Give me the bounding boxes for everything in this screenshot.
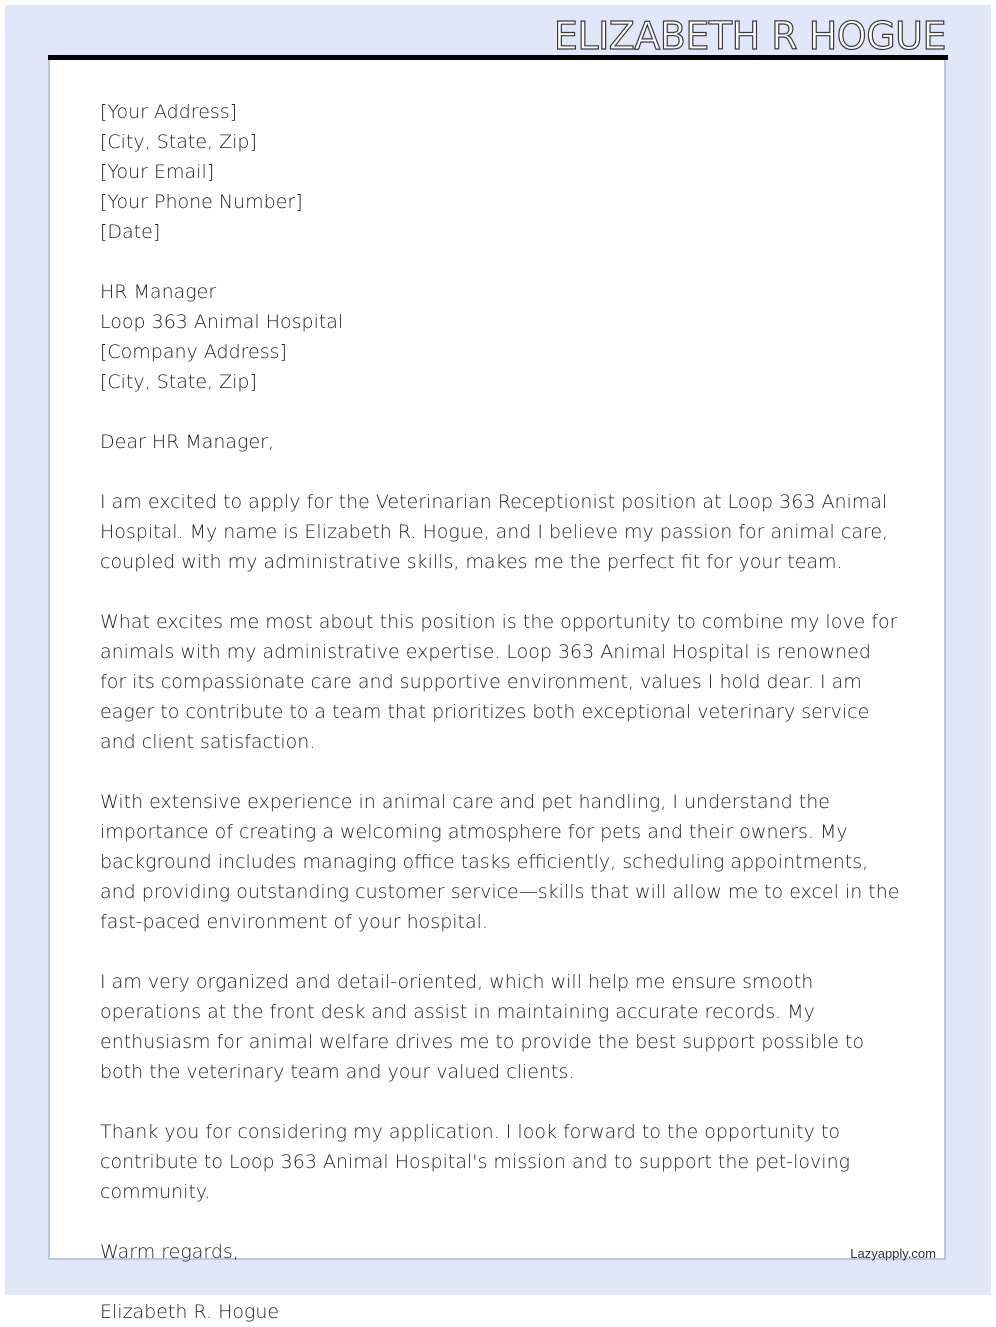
body-paragraph-1: I am excited to apply for the Veterinarian Receptionist position at Loop 363 Animal Hospital. My name is Elizabeth R. Hogue, and I believe my passion for animal care, coupled with my administrative skills, makes me the perfect fit for your team. bbox=[100, 491, 889, 573]
closing: Warm regards, bbox=[100, 1241, 239, 1263]
sender-email: [Your Email] bbox=[100, 161, 215, 183]
cover-letter-body bbox=[100, 97, 900, 1327]
recipient-company: Loop 363 Animal Hospital bbox=[100, 311, 344, 333]
recipient-title: HR Manager bbox=[100, 281, 217, 303]
body-paragraph-3: With extensive experience in animal care and pet handling, I understand the importance of creating a welcoming atmosphere for pets and their owners. My background includes managing office tasks efficiently, scheduling appointments, and providing outstanding customer service—skills that will allow me to excel in the fast-paced environment of your hospital. bbox=[100, 791, 900, 933]
sender-address: [Your Address] bbox=[100, 101, 238, 123]
signature: Elizabeth R. Hogue bbox=[100, 1301, 280, 1323]
applicant-name-header: ELIZABETH R HOGUE bbox=[553, 14, 946, 58]
recipient-block bbox=[100, 277, 900, 397]
watermark-link[interactable]: Lazyapply.com bbox=[850, 1246, 936, 1261]
salutation: Dear HR Manager, bbox=[100, 431, 275, 453]
sender-block bbox=[100, 97, 900, 247]
letter-date: [Date] bbox=[100, 221, 161, 243]
sender-city-state-zip: [City, State, Zip] bbox=[100, 131, 257, 153]
body-paragraph-5: Thank you for considering my application. I look forward to the opportunity to contribute to Loop 363 Animal Hospital's mission and to support the pet-loving community. bbox=[100, 1121, 851, 1203]
recipient-address: [Company Address] bbox=[100, 341, 287, 363]
body-paragraph-2: What excites me most about this position is the opportunity to combine my love for animals with my administrative expertise. Loop 363 Animal Hospital is renowned for its compassionate care and supportive environment, values I hold dear. I am eager to contribute to a team that prioritizes both exceptional veterinary service and client satisfaction. bbox=[100, 611, 898, 753]
body-paragraph-4: I am very organized and detail-oriented, which will help me ensure smooth operations at the front desk and assist in maintaining accurate records. My enthusiasm for animal welfare drives me to provide the best support possible to both the veterinary team and your valued clients. bbox=[100, 971, 865, 1083]
sender-phone: [Your Phone Number] bbox=[100, 191, 303, 213]
recipient-city-state-zip: [City, State, Zip] bbox=[100, 371, 257, 393]
